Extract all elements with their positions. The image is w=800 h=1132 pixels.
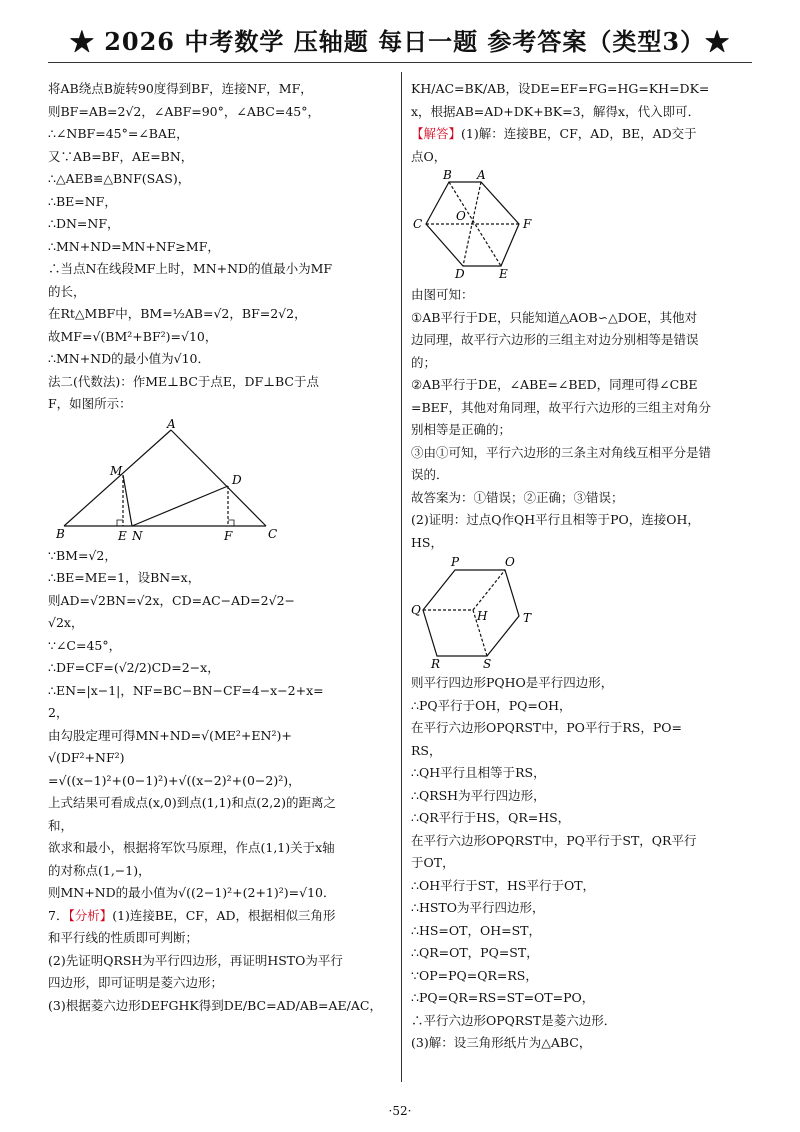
vertex-label-R: R (431, 657, 441, 670)
text-line: ∴OH平行于ST，HS平行于OT， (411, 877, 596, 893)
text-line: =√((x−1)²+(0−1)²)+√((x−2)²+(0−2)²)， (48, 772, 301, 788)
text-line: 则MN+ND的最小值为√((2−1)²+(2+1)²)=√10． (48, 885, 336, 900)
text-line: KH/AC=BK/AB，设DE=EF=FG=HG=KH=DK= (411, 81, 710, 96)
right-text-block-2 (411, 284, 756, 554)
page-number: ·52· (388, 1104, 412, 1118)
text-line: 和平行线的性质即可判断； (48, 930, 199, 945)
text-line: 的； (411, 354, 437, 370)
text-line: 在Rt△MBF中，BM=½AB=√2，BF=2√2， (48, 306, 307, 321)
text-line: 由图可知： (411, 287, 474, 302)
text-line: ∴EN=|x−1|，NF=BC−BN−CF=4−x−2+x= (48, 682, 324, 698)
text-line: ∴PQ=QR=RS=ST=OT=PO， (411, 990, 595, 1005)
vertex-label-C: C (413, 217, 423, 231)
vertex-label-A: A (167, 417, 176, 431)
text-line: ∴MN+ND=MN+NF≥MF， (48, 238, 220, 254)
text-line: ∴QH平行且相等于RS， (411, 765, 546, 780)
header-divider (48, 62, 752, 63)
text-line: 又∵AB=BF，AE=BN， (48, 148, 194, 164)
right-column (411, 78, 756, 1055)
analysis-tag: 【分析】 (68, 907, 113, 923)
text-line: (3)根据菱六边形DEFGHK得到DE/BC=AD/AB=AE/AC， (48, 997, 382, 1013)
vertex-label-F: F (224, 528, 233, 543)
text-line: (2)先证明QRSH为平行四边形，再证明HSTO为平行 (48, 952, 343, 968)
hexagon-figure-2 (411, 556, 551, 670)
text-line: 则平行四边形PQHO是平行四边形， (411, 675, 614, 690)
text-line: ∴PQ平行于OH，PQ=OH， (411, 697, 572, 713)
vertex-label-S: S (483, 657, 492, 670)
text-line: ∵BM=√2， (48, 547, 117, 563)
vertex-label-T: T (523, 611, 532, 625)
text-line: 四边形，即可证明是菱六边形； (48, 975, 224, 990)
text-line: x，根据AB=AD+DK+BK=3，解得x，代入即可． (411, 103, 701, 119)
text-line: 的长， (48, 283, 86, 299)
text-line: ∴BE=NF， (48, 193, 117, 209)
text-line: 2， (48, 705, 69, 720)
text-line: 上式结果可看成点(x,0)到点(1,1)和点(2,2)的距离之 (48, 795, 336, 810)
text-line: ∴当点N在线段MF上时，MN+ND的值最小为MF (48, 261, 333, 276)
text-line: ∴QRSH为平行四边形， (411, 787, 546, 803)
hexagon-figure (411, 170, 551, 282)
text-line: 于OT， (411, 855, 455, 870)
vertex-label-C: C (268, 526, 278, 541)
text-line: (2)证明：过点Q作QH平行且相等于PO，连接OH， (411, 512, 700, 527)
text-line: 误的． (411, 467, 449, 482)
text-line: 则AD=√2BN=√2x，CD=AC−AD=2√2− (48, 592, 295, 608)
text-line: HS， (411, 534, 443, 550)
text-line: ∴平行六边形OPQRST是菱六边形． (411, 1012, 617, 1028)
left-text-block-2 (48, 545, 391, 905)
text-line: 则BF=AB=2√2，∠ABF=90°，∠ABC=45°， (48, 103, 320, 119)
center-label-O: O (456, 209, 466, 223)
vertex-label-A: A (477, 170, 486, 182)
text-line: =BEF，其他对角同理，故平行六边形的三组主对角分 (411, 399, 711, 415)
vertex-label-D: D (232, 472, 242, 487)
text-line: ∴QR=OT，PQ=ST， (411, 945, 539, 960)
left-text-block-1 (48, 78, 391, 416)
vertex-label-E: E (118, 528, 127, 543)
text-line: ∵OP=PQ=QR=RS， (411, 967, 538, 983)
text-line: 在平行六边形OPQRST中，PO平行于RS，PO= (411, 720, 682, 735)
text-line: (3)解：设三角形纸片为△ABC， (411, 1035, 592, 1050)
text-line: ③由①可知，平行六边形的三条主对角线互相平分是错 (411, 444, 712, 460)
vertex-label-O: O (505, 556, 515, 569)
text-line: ∵∠C=45°， (48, 637, 122, 653)
page-title: ★ 2026 中考数学 压轴题 每日一题 参考答案（类型3）★ (69, 27, 731, 56)
text-line: 故MF=√(BM²+BF²)=√10， (48, 328, 218, 344)
answer-tag: 【解答】 (411, 126, 462, 141)
left-column (48, 78, 391, 1017)
point-label-H: H (477, 609, 488, 623)
text-line: 在平行六边形OPQRST中，PQ平行于ST，QR平行 (411, 832, 697, 848)
right-text-block-1 (411, 78, 756, 123)
text-line: 故答案为：①错误；②正确；③错误； (411, 489, 624, 505)
text-line: ∴QR平行于HS，QR=HS， (411, 810, 571, 825)
text-line: RS， (411, 742, 442, 758)
column-divider (401, 72, 402, 1082)
vertex-label-E: E (499, 267, 508, 281)
text-line: 的对称点(1,−1)， (48, 862, 151, 878)
text-line: ②AB平行于DE，∠ABE=∠BED，同理可得∠CBE (411, 377, 698, 392)
text-line: ∴DF=CF=(√2/2)CD=2−x， (48, 660, 220, 675)
answer-heading (411, 123, 756, 146)
vertex-label-P: P (451, 556, 460, 569)
text-line: 点O， (411, 148, 447, 164)
vertex-label-N: N (132, 528, 143, 543)
vertex-label-F: F (523, 217, 532, 231)
text-line: ∴∠NBF=45°=∠BAE， (48, 126, 189, 141)
text-line: 边同理，故平行六边形的三组主对边分别相等是错误 (411, 332, 699, 347)
text-line: 由勾股定理可得MN+ND=√(ME²+EN²)+ (48, 727, 292, 743)
vertex-label-B: B (56, 526, 65, 541)
text-line: ∴HS=OT，OH=ST， (411, 922, 541, 938)
text-line: ①AB平行于DE，只能知道△AOB∽△DOE，其他对 (411, 309, 698, 325)
vertex-label-Q: Q (411, 603, 421, 617)
text-line: √(DF²+NF²) (48, 750, 125, 765)
text-line: ∴BE=ME=1，设BN=x， (48, 570, 201, 585)
text-line: (1)解：连接BE，CF，AD，BE，AD交于 (461, 126, 697, 141)
text-line: (1)连接BE，CF，AD，根据相似三角形 (112, 907, 336, 923)
vertex-label-B: B (443, 170, 452, 182)
text-line: 欲求和最小，根据将军饮马原理，作点(1,1)关于x轴 (48, 840, 335, 855)
text-line: 法二(代数法)：作ME⊥BC于点E，DF⊥BC于点 (48, 373, 319, 389)
text-line: ∴DN=NF， (48, 216, 120, 231)
text-line: ∴MN+ND的最小值为√10． (48, 351, 210, 366)
text-line: 别相等是正确的； (411, 422, 512, 437)
question-7-heading (48, 905, 391, 928)
vertex-label-D: D (455, 267, 465, 281)
right-text-block-3 (411, 672, 756, 1055)
vertex-label-M: M (110, 463, 123, 478)
text-line: 将AB绕点B旋转90度得到BF，连接NF，MF， (48, 81, 313, 96)
text-line: ∴△AEB≌△BNF(SAS)， (48, 171, 191, 186)
triangle-figure (56, 418, 296, 543)
text-line: F，如图所示： (48, 396, 132, 411)
question-number: 7． (48, 907, 69, 923)
text-line: √2x， (48, 615, 84, 630)
text-line: ∴HSTO为平行四边形， (411, 900, 545, 915)
left-text-block-3 (48, 927, 391, 1017)
text-line: 和， (48, 817, 74, 833)
